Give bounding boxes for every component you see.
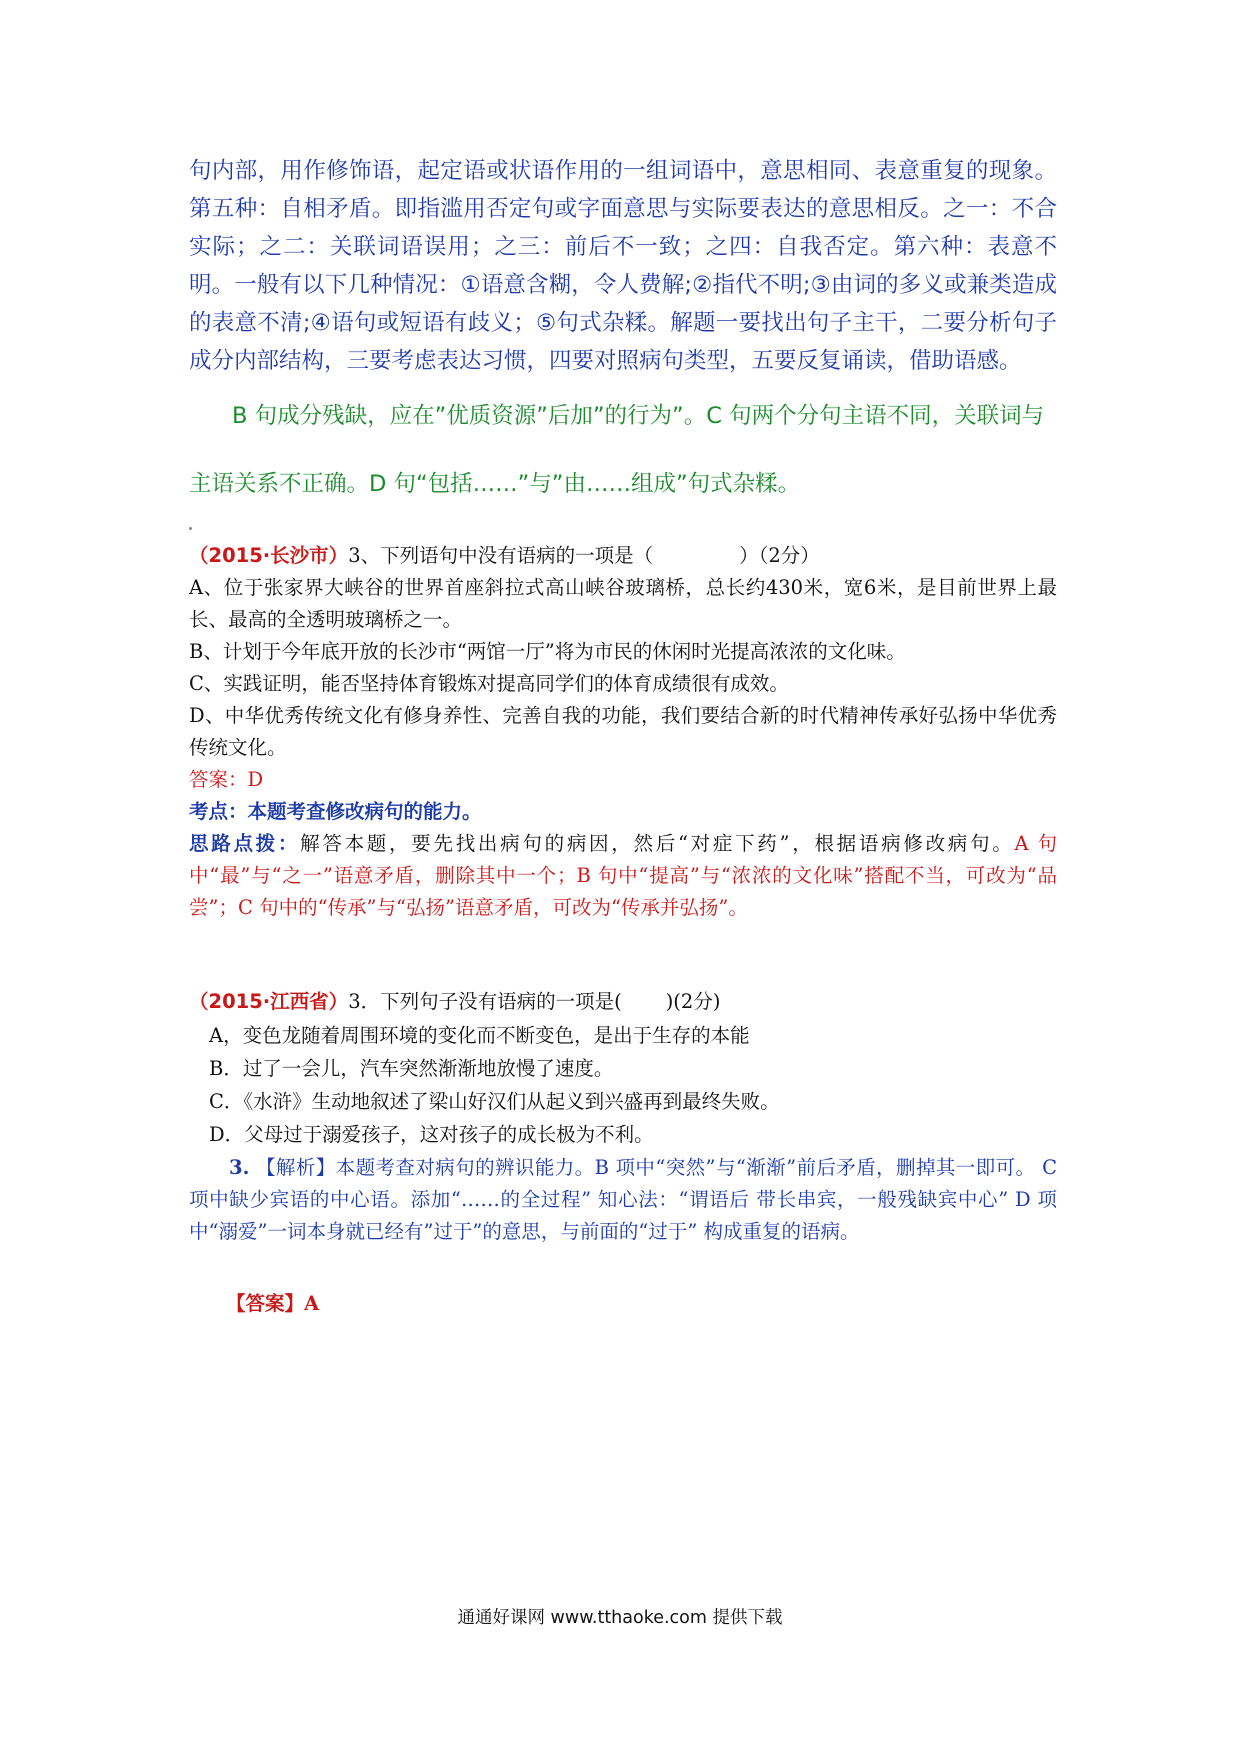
q2-source-tag: （2015·江西省）	[189, 990, 349, 1013]
q1-option-b: B、计划于今年底开放的长沙市“两馆一厅”将为市民的休闲时光提高浓浓的文化味。	[189, 640, 906, 663]
q2-jiexi	[189, 1152, 1057, 1248]
page-footer: 通通好课网 www.tthaoke.com 提供下载	[457, 1608, 783, 1628]
q2-option-b: B．过了一会儿，汽车突然渐渐地放慢了速度。	[209, 1057, 614, 1080]
q2-answer-value: A	[304, 1292, 320, 1315]
q2-option-d: D．父母过于溺爱孩子，这对孩子的成长极为不利。	[209, 1123, 654, 1146]
q2-stem-text: 3．下列句子没有语病的一项是(	[348, 990, 622, 1013]
q1-silu-black: 解答本题，要先找出病句的病因，然后“对症下药”，根据语病修改病句。	[300, 832, 1015, 855]
q2-answer	[226, 1288, 1094, 1320]
q2-jiexi-text: 本题考查对病句的辨识能力。B 项中“突然”与“渐渐”前后矛盾，删掉其一即可。 C 项中缺少宾语的中心语。添加“……的全过程” 知心法：“谓语后 带长串宾，一般残缺宾中心” D 项中“溺爱”一词本身就已经有”过于”的意思，与前面的“过于” 构成重复的语病。	[189, 1156, 1057, 1243]
q1-kaodian: 考点：本题考查修改病句的能力。	[189, 800, 482, 823]
q2-jiexi-label: 【解析】	[255, 1156, 336, 1179]
q1-silu	[189, 828, 1057, 924]
q2-answer-label: 【答案】	[226, 1292, 305, 1315]
intro-analysis-line-2: 主语关系不正确。D 句“包括……”与”由……组成”句式杂糅。	[189, 471, 801, 497]
q2-stem	[189, 986, 1057, 1018]
stray-dot	[189, 527, 192, 530]
q1-option-c: C、实践证明，能否坚持体育锻炼对提高同学们的体育成绩很有成效。	[189, 672, 789, 695]
q2-option-c: C．《水浒》生动地叙述了梁山好汉们从起义到兴盛再到最终失败。	[209, 1090, 780, 1113]
q1-stem-end: ）（2分）	[739, 544, 820, 567]
q1-silu-label: 思路点拨：	[189, 832, 301, 855]
q1-source-tag: （2015·长沙市）	[189, 544, 349, 567]
q1-answer: 答案：D	[189, 768, 264, 791]
q1-silu-red: A 句中“最”与“之一”语意矛盾，删除其中一个；B 句中“提高”与“浓浓的文化味”搭配不当，可改为“品尝”；C 句中的“传承”与“弘扬”语意矛盾，可改为“传承并弘扬”。	[189, 832, 1057, 919]
q2-jiexi-number: 3.	[229, 1156, 250, 1179]
q1-option-d: D、中华优秀传统文化有修身养性、完善自我的功能，我们要结合新的时代精神传承好弘扬中华优秀传统文化。	[189, 704, 1057, 759]
q1-stem	[189, 540, 1057, 572]
q2-stem-end: )(2分)	[665, 990, 721, 1013]
intro-analysis-line-1: B 句成分残缺，应在”优质资源”后加”的行为”。C 句两个分句主语不同，关联词与	[232, 403, 1045, 429]
q1-option-a: A、位于张家界大峡谷的世界首座斜拉式高山峡谷玻璃桥，总长约430米，宽6米，是目前世界上最长、最高的全透明玻璃桥之一。	[189, 576, 1057, 631]
q1-stem-text: 3、下列语句中没有语病的一项是（	[348, 544, 654, 567]
q2-option-a: A，变色龙随着周围环境的变化而不断变色，是出于生存的本能	[209, 1024, 750, 1047]
intro-paragraph: 句内部，用作修饰语，起定语或状语作用的一组词语中，意思相同、表意重复的现象。第五种：自相矛盾。即指滥用否定句或字面意思与实际要表达的意思相反。之一：不合实际；之二：关联词语误用；之三：前后不一致；之四：自我否定。第六种：表意不明。一般有以下几种情况：①语意含糊，令人费解;②指代不明;③由词的多义或兼类造成的表意不清;④语句或短语有歧义；⑤句式杂糅。解题一要找出句子主干，二要分析句子成分内部结构，三要考虑表达习惯，四要对照病句类型，五要反复诵读，借助语感。	[189, 158, 1057, 374]
